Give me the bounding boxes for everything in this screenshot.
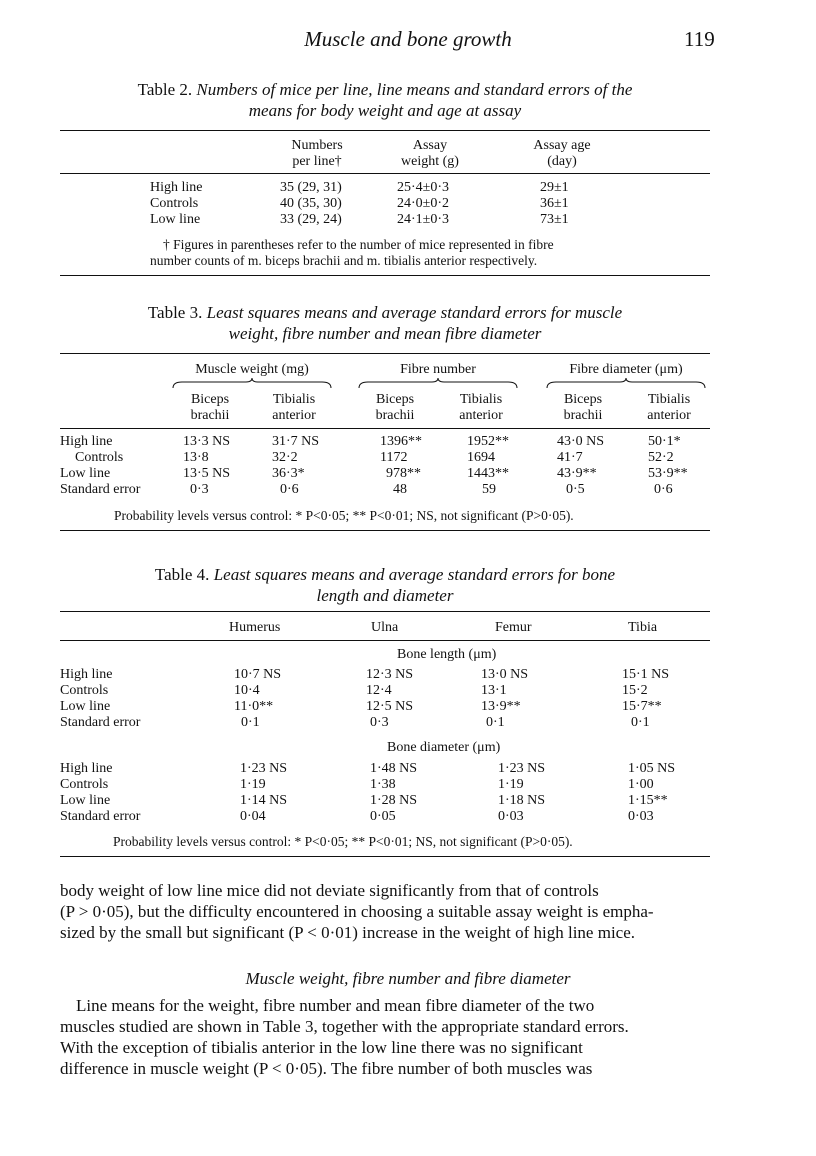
table3-subheader (634, 392, 704, 424)
text-line: (P > 0·05), but the difficulty encountered in choosing a suitable assay weight is empha- (60, 902, 654, 921)
table-cell: 10·4 (234, 683, 260, 698)
header-line: brachii (375, 408, 415, 423)
table-cell: 0·05 (370, 809, 396, 824)
table4-caption-line2: length and diameter (316, 586, 454, 605)
table-cell: 36·3* (272, 466, 305, 481)
table-cell: 13·5 NS (183, 466, 231, 481)
table-cell: 33 (29, 24) (280, 212, 342, 227)
brace-icon (172, 377, 332, 389)
text-line: Line means for the weight, fibre number and mean fibre diameter of the two (76, 996, 595, 1015)
table-cell: 50·1* (648, 434, 681, 449)
table-cell: 1·05 NS (628, 761, 676, 776)
table-cell: 1·19 (240, 777, 266, 792)
table-cell: 1·38 (370, 777, 396, 792)
table-cell: 24·0±0·2 (397, 196, 450, 211)
brace-icon (358, 377, 518, 389)
text-line: body weight of low line mice did not deviate significantly from that of controls (60, 881, 599, 900)
table-cell: 1·23 NS (498, 761, 546, 776)
table2-caption-line2: means for body weight and age at assay (248, 101, 522, 120)
table-cell: 13·9** (481, 699, 521, 714)
table3-group-fibre-diameter: Fibre diameter (μm) (569, 362, 683, 377)
table2-caption (60, 79, 710, 121)
header-line: Biceps (563, 392, 603, 407)
table-row-label: High line (60, 761, 113, 776)
table-cell: 1·28 NS (370, 793, 418, 808)
header-line: (day) (547, 154, 577, 169)
table-cell: 0·04 (240, 809, 266, 824)
table4-caption (60, 564, 710, 606)
text-line: sized by the small but significant (P < 0·01) increase in the weight of high line mice. (60, 923, 636, 942)
table-row-label: Controls (60, 683, 109, 698)
table2-header-age (517, 138, 607, 170)
table4-header-rule (60, 640, 710, 641)
table-row-label: Controls (75, 450, 124, 465)
table3-caption (60, 302, 710, 344)
table-cell: 10·7 NS (234, 667, 282, 682)
table-row-label: Controls (60, 777, 109, 792)
page-number: 119 (684, 27, 715, 51)
table4-header-tibia: Tibia (628, 620, 658, 635)
table4-section-bone-length: Bone length (μm) (397, 647, 497, 662)
table-cell: 12·3 NS (366, 667, 414, 682)
table-cell: 1443** (467, 466, 509, 481)
table3-subheader (360, 392, 430, 424)
table-cell: 43·9** (557, 466, 597, 481)
table-row-label: High line (60, 434, 113, 449)
table-cell: 36±1 (540, 196, 569, 211)
running-title: Muscle and bone growth (304, 27, 512, 51)
table3-caption-line1: Least squares means and average standard errors for muscle (206, 303, 623, 322)
table-cell: 1·19 (498, 777, 524, 792)
table3-subheader (446, 392, 516, 424)
table3-group-muscle-weight: Muscle weight (mg) (195, 362, 309, 377)
table-cell: 53·9** (648, 466, 688, 481)
table4-header-humerus: Humerus (229, 620, 281, 635)
table4-footnote: Probability levels versus control: * P<0·05; ** P<0·01; NS, not significant (P>0·05). (113, 834, 573, 849)
table2-footnote-line2: number counts of m. biceps brachii and m. tibialis anterior respectively. (150, 253, 538, 268)
table-cell: 0·1 (486, 715, 505, 730)
table-cell: 32·2 (272, 450, 298, 465)
table2-header-numbers (272, 138, 362, 170)
table-cell: 12·4 (366, 683, 392, 698)
table-row-label: Standard error (60, 482, 141, 497)
table-cell: 59 (482, 482, 496, 497)
table-cell: 15·2 (622, 683, 648, 698)
table-cell: 0·1 (631, 715, 650, 730)
header-line: Assay age (533, 138, 591, 153)
table-cell: 1952** (467, 434, 509, 449)
text-line: With the exception of tibialis anterior in the low line there was no significant (60, 1038, 583, 1057)
table3-header-rule (60, 428, 710, 429)
table-cell: 24·1±0·3 (397, 212, 450, 227)
table4-top-rule (60, 611, 710, 612)
table-cell: 25·4±0·3 (397, 180, 450, 195)
body-paragraph-2 (60, 995, 710, 1079)
table-cell: 1·48 NS (370, 761, 418, 776)
table-cell: 1·18 NS (498, 793, 546, 808)
table-cell: 29±1 (540, 180, 569, 195)
table-cell: 1·23 NS (240, 761, 288, 776)
table3-group-fibre-number: Fibre number (400, 362, 476, 377)
table-cell: 1·14 NS (240, 793, 288, 808)
table2-caption-label: Table 2. (137, 80, 193, 99)
table-cell: 35 (29, 31) (280, 180, 342, 195)
brace-icon (546, 377, 706, 389)
table-cell: 43·0 NS (557, 434, 605, 449)
table-cell: 13·3 NS (183, 434, 231, 449)
table-cell: 1·00 (628, 777, 654, 792)
header-line: Tibialis (272, 392, 316, 407)
table-cell: 0·6 (654, 482, 673, 497)
table-cell: 11·0** (234, 699, 274, 714)
text-line: muscles studied are shown in Table 3, together with the appropriate standard errors. (60, 1017, 629, 1036)
table-cell: 52·2 (648, 450, 674, 465)
header-line: weight (g) (401, 154, 459, 169)
table4-caption-line1: Least squares means and average standard errors for bone (213, 565, 616, 584)
table-cell: 15·7** (622, 699, 662, 714)
table-cell: 48 (393, 482, 407, 497)
table3-caption-label: Table 3. (147, 303, 203, 322)
table2-caption-line1: Numbers of mice per line, line means and standard errors of the (196, 80, 633, 99)
table-cell: 1·15** (628, 793, 668, 808)
header-line: Numbers (291, 138, 343, 153)
table4-header-ulna: Ulna (371, 620, 399, 635)
table-cell: 0·03 (498, 809, 524, 824)
table-cell: 0·1 (241, 715, 260, 730)
table4-caption-label: Table 4. (154, 565, 210, 584)
header-line: anterior (272, 408, 316, 423)
table3-subheader (548, 392, 618, 424)
text-line: difference in muscle weight (P < 0·05). The fibre number of both muscles was (60, 1059, 593, 1078)
table-cell: 0·5 (566, 482, 585, 497)
table-row-label: High line (150, 180, 203, 195)
table-cell: 1172 (380, 450, 408, 465)
table-cell: 13·1 (481, 683, 507, 698)
table-cell: 73±1 (540, 212, 569, 227)
table-row-label: Low line (60, 699, 111, 714)
table3-bottom-rule (60, 530, 710, 531)
table-row-label: Standard error (60, 809, 141, 824)
header-line: brachii (563, 408, 603, 423)
table-cell: 40 (35, 30) (280, 196, 342, 211)
table-row-label: High line (60, 667, 113, 682)
header-line: brachii (190, 408, 230, 423)
header-line: per line† (292, 154, 342, 169)
table3-subheader (259, 392, 329, 424)
table-cell: 41·7 (557, 450, 583, 465)
section-subheading: Muscle weight, fibre number and fibre diameter (245, 969, 571, 988)
table4-section-bone-diameter: Bone diameter (μm) (387, 740, 501, 755)
header-line: Assay (412, 138, 448, 153)
header-line: Biceps (190, 392, 230, 407)
table3-footnote: Probability levels versus control: * P<0·05; ** P<0·01; NS, not significant (P>0·05). (114, 508, 574, 523)
header-line: Biceps (375, 392, 415, 407)
table-row-label: Controls (150, 196, 199, 211)
table2-header-weight (385, 138, 475, 170)
table3-top-rule (60, 353, 710, 354)
body-paragraph-1 (60, 880, 710, 943)
table4-bottom-rule (60, 856, 710, 857)
table2-top-rule (60, 130, 710, 131)
header-line: Tibialis (459, 392, 503, 407)
table-cell: 13·0 NS (481, 667, 529, 682)
table-cell: 0·3 (190, 482, 209, 497)
table-cell: 31·7 NS (272, 434, 320, 449)
table-cell: 0·3 (370, 715, 389, 730)
table-cell: 1694 (467, 450, 495, 465)
table-cell: 12·5 NS (366, 699, 414, 714)
table2-footnote-line1: † Figures in parentheses refer to the number of mice represented in fibre (163, 237, 554, 252)
table-row-label: Low line (60, 793, 111, 808)
header-line: Tibialis (647, 392, 691, 407)
table-cell: 13·8 (183, 450, 209, 465)
table4-header-femur: Femur (495, 620, 532, 635)
table-row-label: Standard error (60, 715, 141, 730)
header-line: anterior (647, 408, 691, 423)
table3-subheader (175, 392, 245, 424)
table-cell: 0·6 (280, 482, 299, 497)
table2-header-rule (60, 173, 710, 174)
table-cell: 15·1 NS (622, 667, 670, 682)
header-line: anterior (459, 408, 503, 423)
table-cell: 1396** (380, 434, 422, 449)
table3-caption-line2: weight, fibre number and mean fibre diameter (228, 324, 542, 343)
table-row-label: Low line (60, 466, 111, 481)
table2-bottom-rule (60, 275, 710, 276)
table-cell: 978** (386, 466, 421, 481)
table-row-label: Low line (150, 212, 201, 227)
table-cell: 0·03 (628, 809, 654, 824)
